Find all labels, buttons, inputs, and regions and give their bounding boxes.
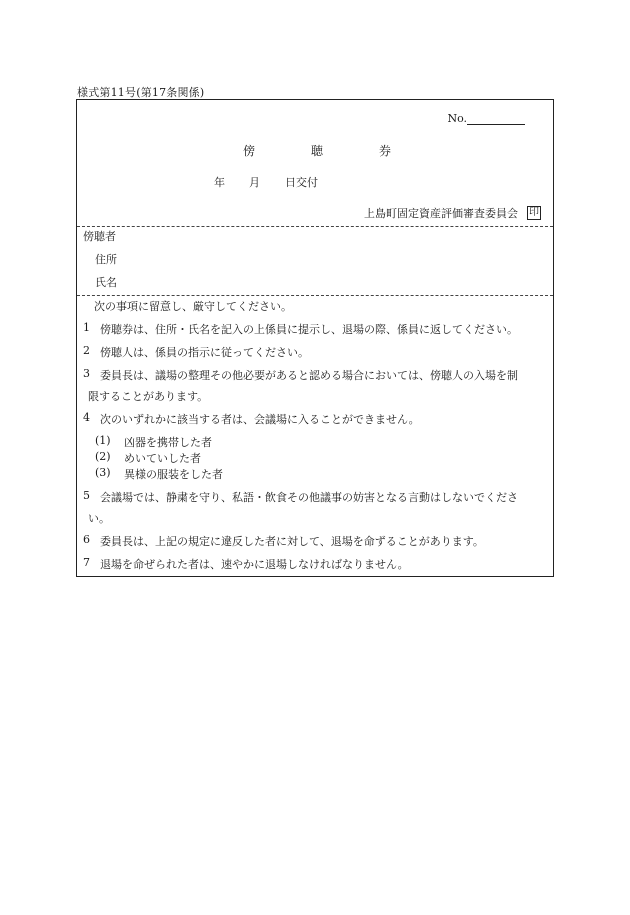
rule-number-6: 6 [83,533,90,546]
title-char-1: 傍 [243,144,256,158]
rules-intro: 次の事項に留意し、厳守してください。 [94,300,292,313]
ticket-header-section [77,100,553,226]
rule-number-5: 5 [83,489,90,502]
rule-text-3-line-2: 限することがあります。 [88,390,209,403]
issue-year-label: 年 [214,176,225,189]
sub-item-text-1: 凶器を携帯した者 [124,436,212,449]
rule-text-5-line-2: い。 [88,512,110,525]
rule-number-1: 1 [83,321,90,334]
seal-mark: 印 [529,207,539,218]
address-label: 住所 [95,253,117,266]
rule-number-2: 2 [83,344,90,357]
sub-item-number-3: (3) [95,466,111,479]
rule-text-3-line-1: 委員長は、議場の整理その他必要があると認める場合においては、傍聴人の入場を制 [100,369,518,382]
rule-text-6: 委員長は、上記の規定に違反した者に対して、退場を命ずることがあります。 [100,535,484,548]
rule-number-4: 4 [83,411,90,424]
rule-text-4: 次のいずれかに該当する者は、会議場に入ることができません。 [100,413,420,426]
sub-item-number-2: (2) [95,450,111,463]
issue-day-label: 日交付 [285,176,318,189]
rule-text-7: 退場を命ぜられた者は、速やかに退場しなければなりません。 [100,558,409,571]
ticket-rules-section [77,295,553,576]
ticket-number-label: No. [447,112,467,125]
form-number-label: 様式第11号(第17条関係) [77,86,205,99]
admission-ticket-frame [76,99,554,577]
rule-text-1: 傍聴券は、住所・氏名を記入の上係員に提示し、退場の際、係員に返してください。 [100,323,518,336]
rule-text-2: 傍聴人は、係員の指示に従ってください。 [100,346,309,359]
rule-number-7: 7 [83,556,90,569]
sub-item-text-2: めいていした者 [124,452,201,465]
issue-month-label: 月 [249,176,260,189]
name-label: 氏名 [95,276,117,289]
ticket-number-blank [467,112,525,125]
holder-heading: 傍聴者 [83,230,116,243]
issuer-name: 上島町固定資産評価審査委員会 [364,207,518,220]
title-char-2: 聴 [311,144,324,158]
sub-item-text-3: 異様の服装をした者 [124,468,223,481]
rule-text-5-line-1: 会議場では、静粛を守り、私語・飲食その他議事の妨害となる言動はしないでくださ [100,491,518,504]
issuer-line [364,205,541,221]
sub-item-number-1: (1) [95,434,111,447]
rule-number-3: 3 [83,367,90,380]
ticket-number [447,112,525,125]
title-char-3: 券 [379,144,392,158]
ticket-holder-section [77,226,553,295]
